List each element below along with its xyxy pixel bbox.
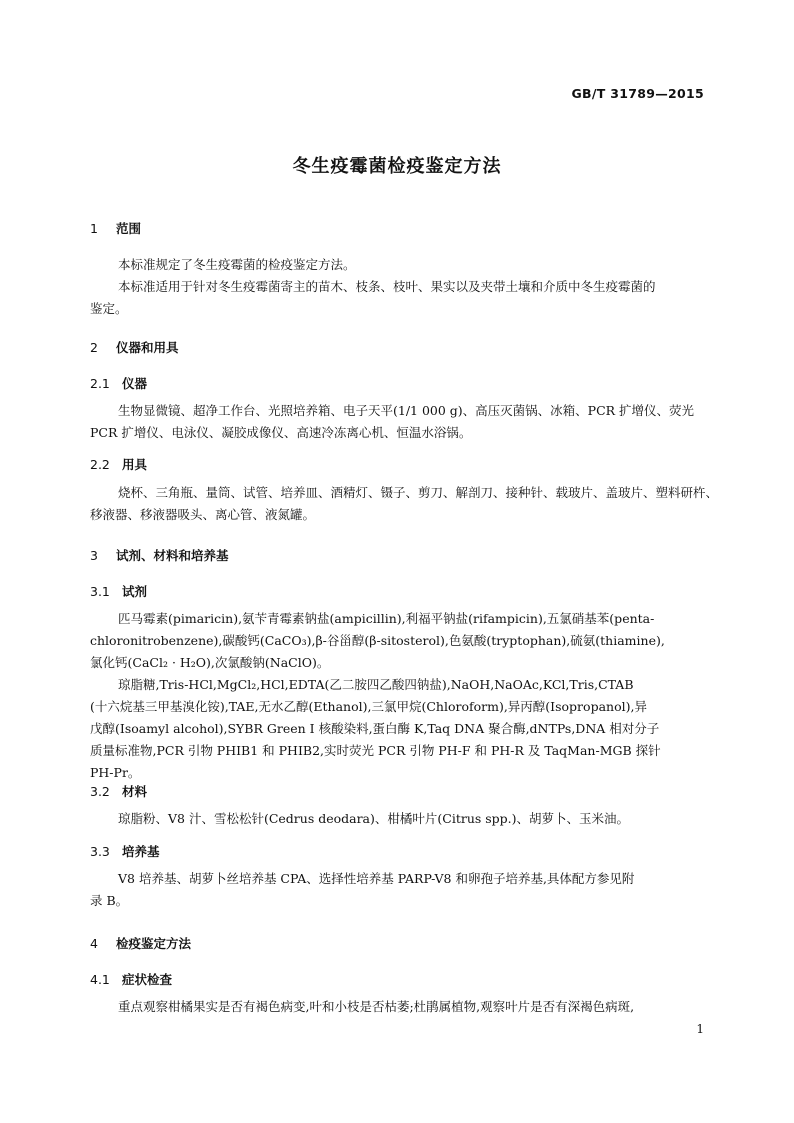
section-number: 3.1 [90,584,110,599]
section-number: 3.2 [90,784,110,799]
section-heading-3 [90,546,229,564]
standard-code: GB/T 31789—2015 [571,86,704,101]
section-title: 用具 [122,457,148,472]
page-number: 1 [696,1022,704,1036]
paragraph-line: 生物显微镜、超净工作台、光照培养箱、电子天平(1/1 000 g)、高压灭菌锅、冰箱、PCR 扩增仪、荧光 [118,403,695,418]
paragraph-line: 琼脂粉、V8 汁、雪松松针(Cedrus deodara)、柑橘叶片(Citrus spp.)、胡萝卜、玉米油。 [118,811,630,826]
section-1-body [90,254,704,320]
section-number: 2 [90,340,98,355]
section-title: 材料 [122,784,148,799]
paragraph-line: PH-Pr。 [90,765,141,780]
section-3-2-body [90,808,704,830]
paragraph-line: 本标准规定了冬生疫霉菌的检疫鉴定方法。 [118,257,356,272]
paragraph-line: 录 B。 [90,893,129,908]
section-heading-4-1 [90,970,172,988]
paragraph-line: chloronitrobenzene),碳酸钙(CaCO₃),β-谷甾醇(β-sitosterol),色氨酸(tryptophan),硫氨(thiamine), [90,633,665,648]
section-heading-3-2 [90,782,147,800]
paragraph-line: 氯化钙(CaCl₂ · H₂O),次氯酸钠(NaClO)。 [90,655,330,670]
section-title: 培养基 [122,844,160,859]
section-number: 4 [90,936,98,951]
section-title: 试剂、材料和培养基 [116,548,229,563]
paragraph-line: 移液器、移液器吸头、离心管、液氮罐。 [90,507,316,522]
paragraph-line: (十六烷基三甲基溴化铵),TAE,无水乙醇(Ethanol),三氯甲烷(Chloroform),异丙醇(Isopropanol),异 [90,699,647,714]
paragraph-line: 琼脂糖,Tris-HCl,MgCl₂,HCl,EDTA(乙二胺四乙酸四钠盐),NaOH,NaOAc,KCl,Tris,CTAB [118,677,634,692]
section-number: 3.3 [90,844,110,859]
section-number: 2.2 [90,457,110,472]
section-2-2-body [90,482,719,526]
section-heading-2-2 [90,455,147,473]
section-title: 试剂 [122,584,148,599]
section-3-1-body [90,608,704,784]
section-number: 4.1 [90,972,110,987]
paragraph-line: 质量标准物,PCR 引物 PHIB1 和 PHIB2,实时荧光 PCR 引物 PH-F 和 PH-R 及 TaqMan-MGB 探针 [90,743,661,758]
paragraph-line: 戊醇(Isoamyl alcohol),SYBR Green I 核酸染料,蛋白酶 K,Taq DNA 聚合酶,dNTPs,DNA 相对分子 [90,721,660,736]
section-title: 症状检查 [122,972,173,987]
section-heading-1 [90,219,141,237]
section-heading-3-3 [90,842,160,860]
section-number: 2.1 [90,376,110,391]
paragraph-line: PCR 扩增仪、电泳仪、凝胶成像仪、高速冷冻离心机、恒温水浴锅。 [90,425,472,440]
section-title: 仪器和用具 [116,340,179,355]
section-title: 检疫鉴定方法 [116,936,192,951]
section-number: 1 [90,221,98,236]
page-title: 冬生疫霉菌检疫鉴定方法 [292,156,502,177]
paragraph-line: 重点观察柑橘果实是否有褐色病变,叶和小枝是否枯萎;杜鹃属植物,观察叶片是否有深褐色病斑, [118,999,635,1014]
section-heading-2 [90,338,179,356]
paragraph-line: 烧杯、三角瓶、量筒、试管、培养皿、酒精灯、镊子、剪刀、解剖刀、接种针、载玻片、盖玻片、塑料研杵、 [118,485,719,500]
paragraph-line: 本标准适用于针对冬生疫霉菌寄主的苗木、枝条、枝叶、果实以及夹带土壤和介质中冬生疫霉菌的 [118,279,656,294]
section-title: 仪器 [122,376,148,391]
section-3-3-body [90,868,704,912]
section-title: 范围 [116,221,142,236]
section-heading-2-1 [90,374,147,392]
section-heading-4 [90,934,191,952]
paragraph-line: V8 培养基、胡萝卜丝培养基 CPA、选择性培养基 PARP-V8 和卵孢子培养基,具体配方参见附 [118,871,635,886]
section-4-1-body [90,996,704,1018]
paragraph-line: 鉴定。 [90,301,128,316]
section-heading-3-1 [90,582,147,600]
paragraph-line: 匹马霉素(pimaricin),氨苄青霉素钠盐(ampicillin),利福平钠盐(rifampicin),五氯硝基苯(penta- [118,611,655,626]
section-number: 3 [90,548,98,563]
section-2-1-body [90,400,704,444]
